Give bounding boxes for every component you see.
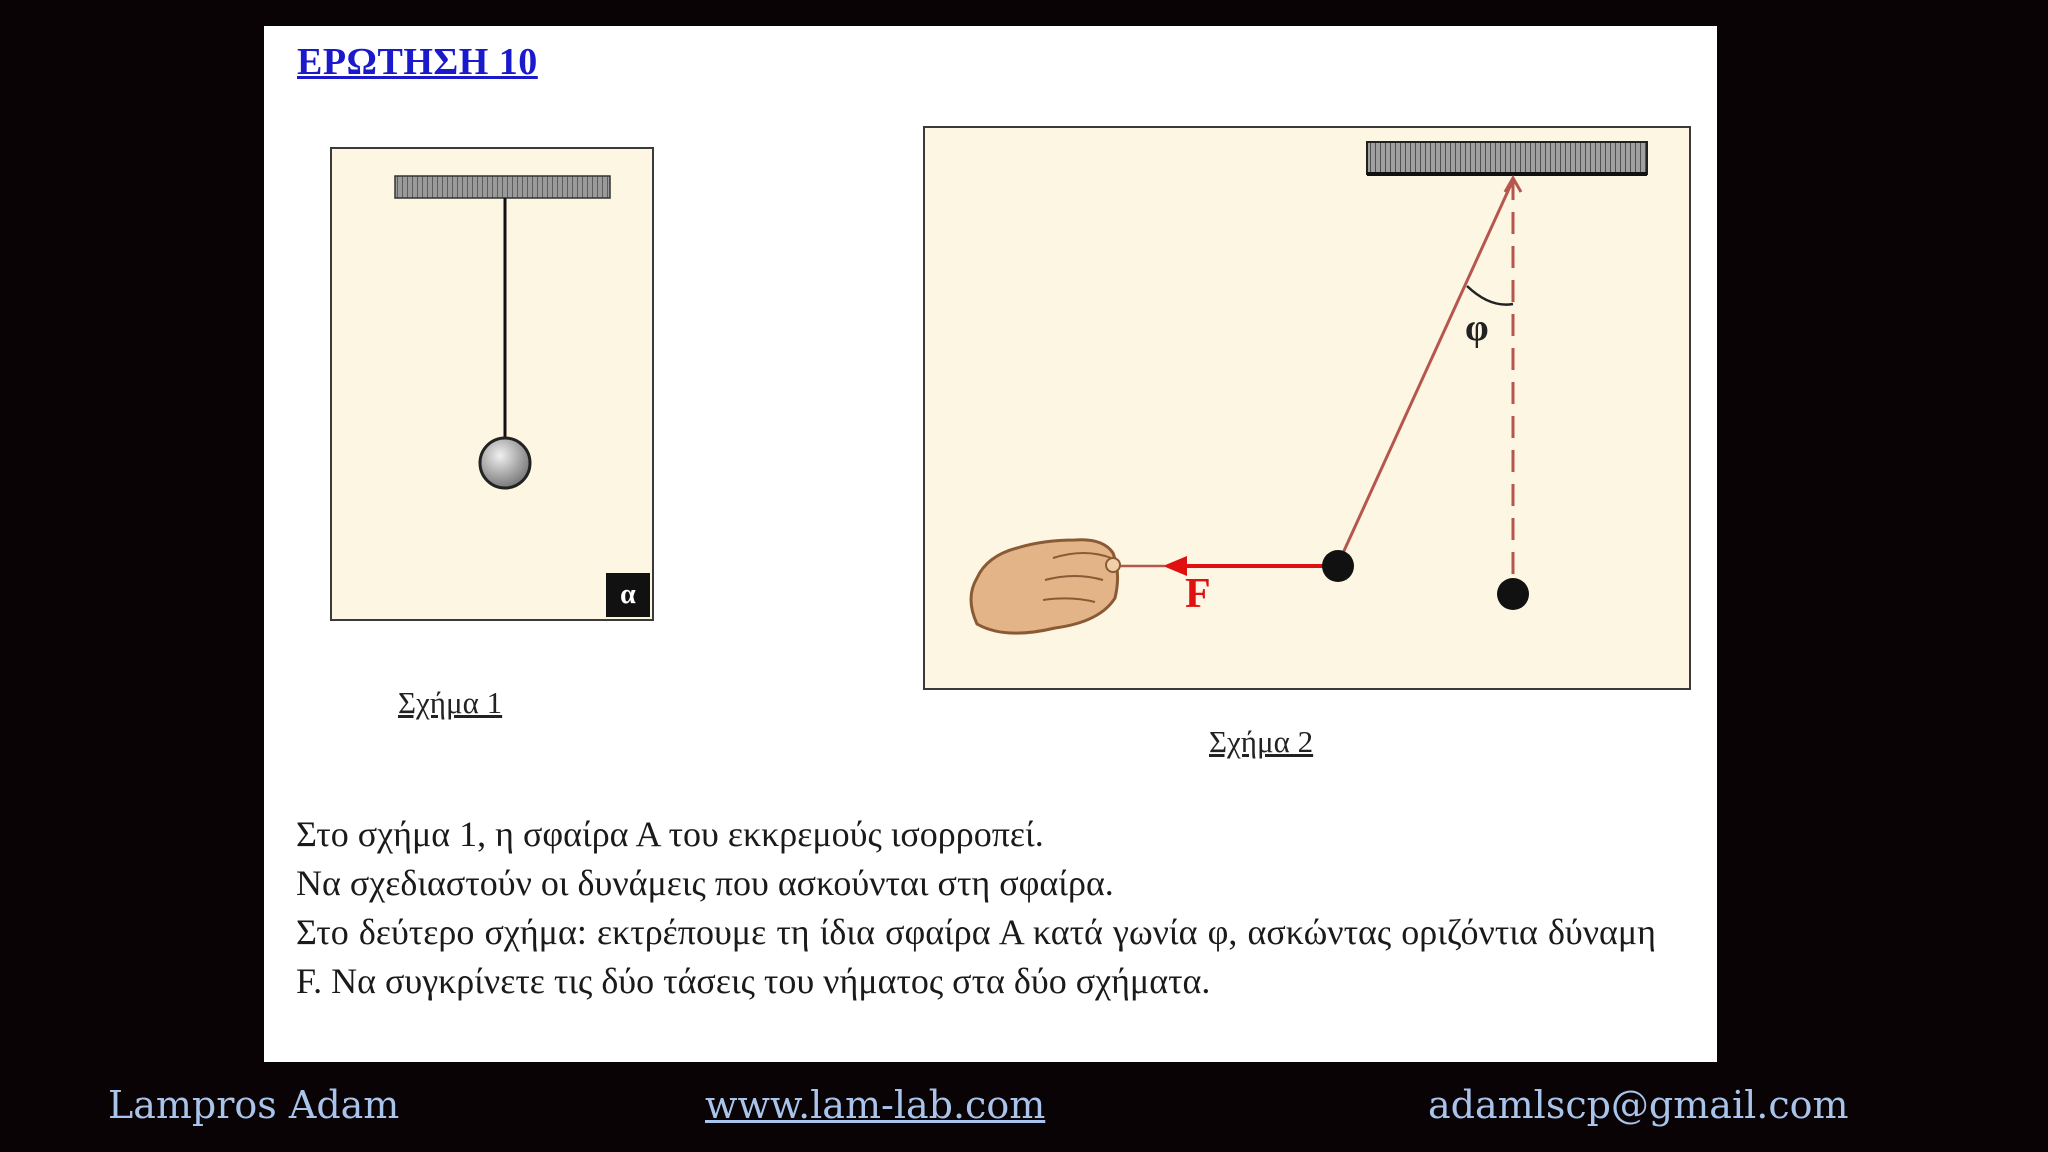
deflected-sphere: [1322, 550, 1354, 582]
angle-arc: [1467, 286, 1513, 305]
figure-1-pendulum-rest: [330, 147, 654, 621]
force-label: F: [1185, 571, 1211, 617]
figure-2-caption: Σχήμα 2: [1209, 724, 1314, 759]
figure-2-pendulum-deflected: [923, 126, 1691, 690]
question-title: ΕΡΩΤΗΣΗ 10: [297, 41, 538, 83]
footer-author: Lampros Adam: [108, 1083, 400, 1127]
figure-1-corner-label: α: [606, 573, 650, 617]
ceiling-support: [395, 176, 610, 198]
question-text: [296, 810, 1656, 1006]
figure-1-caption: Σχήμα 1: [398, 685, 503, 720]
question-slide: [264, 26, 1717, 1062]
question-line-2: Να σχεδιαστούν οι δυνάμεις που ασκούνται στη σφαίρα.: [296, 863, 1114, 903]
deflected-string: [1338, 180, 1513, 564]
pendulum-sphere: [480, 438, 530, 488]
footer-website-link[interactable]: www.lam-lab.com: [705, 1083, 1046, 1127]
angle-label: φ: [1465, 307, 1489, 349]
question-line-3: Στο δεύτερο σχήμα: εκτρέπουμε τη ίδια σφαίρα Α κατά γωνία φ, ασκώντας οριζόντια δύναμη F. Να συγκρίνετε τις δύο τάσεις του νήματος στα δύο σχήματα.: [296, 912, 1656, 1001]
figure-1-drawing: [332, 149, 652, 619]
footer-email[interactable]: adamlscp@gmail.com: [1428, 1083, 1849, 1127]
question-line-1: Στο σχήμα 1, η σφαίρα Α του εκκρεμούς ισορροπεί.: [296, 814, 1044, 854]
rest-position-sphere: [1497, 578, 1529, 610]
ceiling-support: [1367, 142, 1647, 174]
hand-icon: [971, 540, 1120, 633]
figure-2-drawing: [925, 128, 1689, 688]
